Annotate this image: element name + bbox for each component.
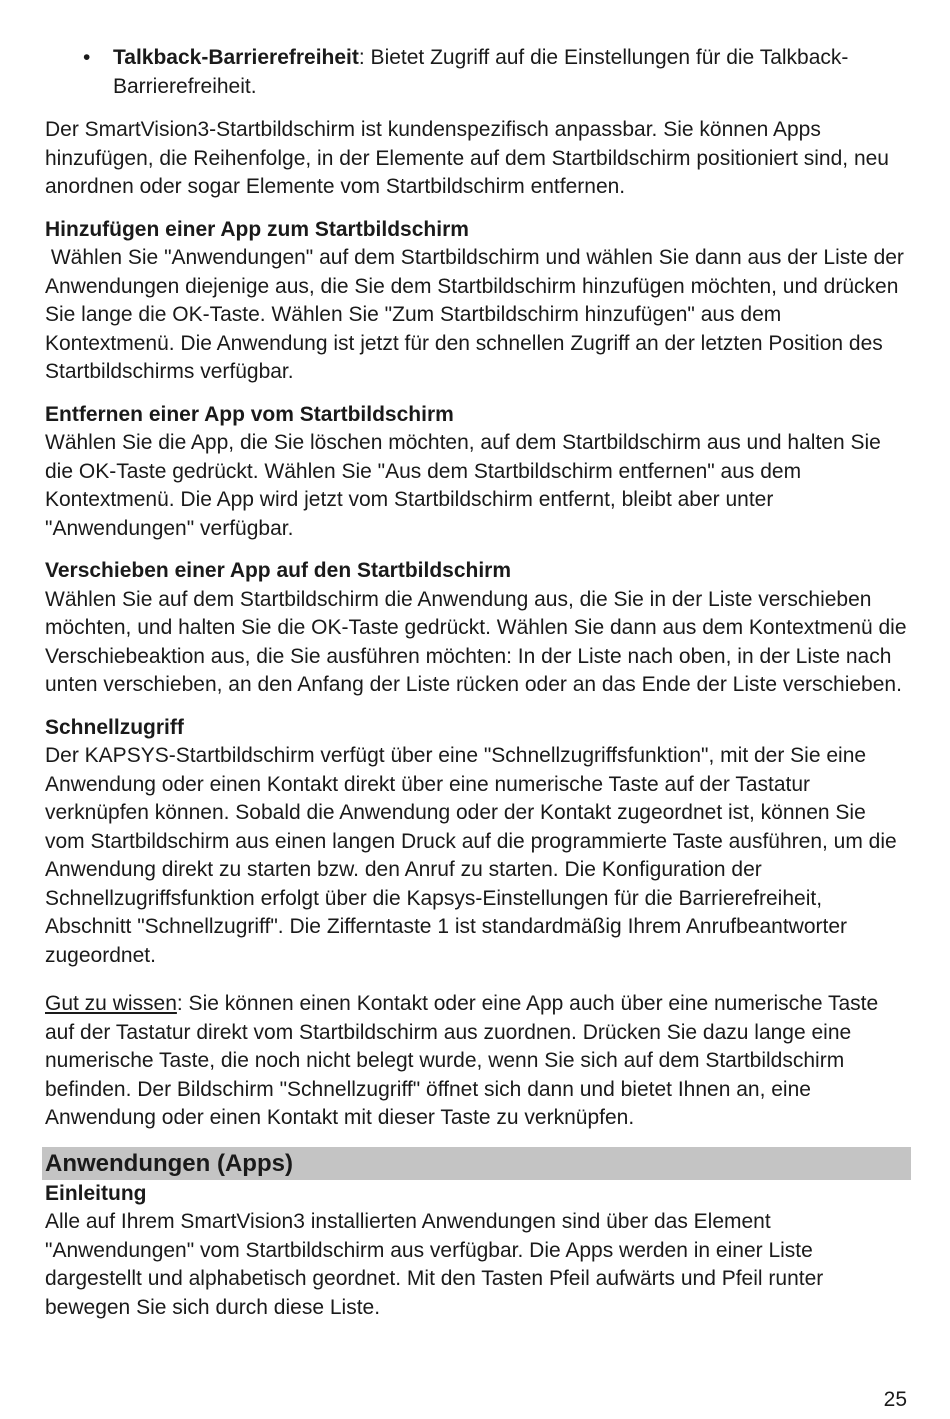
bullet-term: Talkback-Barrierefreiheit [113, 46, 359, 69]
document-page [45, 44, 911, 1322]
good-to-know-note [45, 990, 911, 1133]
section-title: Hinzufügen einer App zum Startbildschirm [45, 217, 469, 241]
section-remove-app [45, 401, 911, 544]
chapter-heading: Anwendungen (Apps) [42, 1147, 911, 1180]
section-title: Entfernen einer App vom Startbildschirm [45, 402, 454, 426]
section-quick-access [45, 714, 911, 971]
page-number: 25 [883, 1388, 907, 1411]
chapter-subtitle: Einleitung [45, 1181, 147, 1205]
list-item [45, 44, 911, 101]
note-label: Gut zu wissen [45, 992, 177, 1015]
section-title: Verschieben einer App auf den Startbildschirm [45, 559, 512, 582]
section-move-app [45, 557, 911, 700]
note-text: : Sie können einen Kontakt oder eine App auch über eine numerische Taste auf der Tastatur direkt vom Startbildschirm aus zuordnen. Drücken Sie dazu lange eine numerische Taste, die noch nicht belegt wurde, wenn Sie sich auf dem Startbildschirm befinden. Der Bildschirm "Schnellzugriff" öffnet sich dann und bietet Ihnen an, eine Anwendung oder einen Kontakt mit dieser Taste zu verknüpfen. [45, 992, 879, 1129]
section-add-app [45, 216, 911, 387]
section-body: Wählen Sie "Anwendungen" auf dem Startbildschirm und wählen Sie dann aus der Liste der Anwendungen diejenige aus, die Sie dem Startbildschirm hinzufügen möchten, und drücken Sie lange die OK-Taste. Wählen Sie "Zum Startbildschirm hinzufügen" aus dem Kontextmenü. Die Anwendung ist jetzt für den schnellen Zugriff an der letzten Position des Startbildschirms verfügbar. [45, 246, 909, 383]
bullet-text: : Bietet Zugriff auf die Einstellungen für die Talkback-Barrierefreiheit. [113, 46, 849, 98]
section-body: Der KAPSYS-Startbildschirm verfügt über eine "Schnellzugriffsfunktion", mit der Sie eine Anwendung oder einen Kontakt direkt über eine numerische Taste auf der Tastatur verknüpfen können. Sobald die Anwendung oder der Kontakt zugeordnet ist, können Sie vom Startbildschirm aus einen langen Druck auf die programmierte Taste ausführen, um die Anwendung direkt zu starten bzw. den Anruf zu starten. Die Konfiguration der Schnellzugriffsfunktion erfolgt über die Kapsys-Einstellungen für die Barrierefreiheit, Abschnitt "Schnellzugriff". Die Zifferntaste 1 ist standardmäßig Ihrem Anrufbeantworter zugeordnet. [45, 744, 897, 967]
bullet-icon: • [83, 46, 91, 69]
intro-paragraph: Der SmartVision3-Startbildschirm ist kundenspezifisch anpassbar. Sie können Apps hinzufügen, die Reihenfolge, in der Elemente auf dem Startbildschirm positioniert sind, neu anordnen oder sogar Elemente vom Startbildschirm entfernen. [45, 118, 889, 198]
section-body: Wählen Sie auf dem Startbildschirm die Anwendung aus, die Sie in der Liste verschieben möchten, und halten Sie die OK-Taste gedrückt. Wählen Sie dann aus dem Kontextmenü die Verschiebeaktion aus, die Sie ausführen möchten: In der Liste nach oben, in der Liste nach unten verschieben, an den Anfang der Liste rücken oder an das Ende der Liste verschieben. [45, 587, 907, 696]
bullet-list [45, 44, 911, 101]
section-title: Schnellzugriff [45, 715, 184, 739]
section-body: Wählen Sie die App, die Sie löschen möchten, auf dem Startbildschirm aus und halten Sie die OK-Taste gedrückt. Wählen Sie "Aus dem Startbildschirm entfernen" aus dem Kontextmenü. Die App wird jetzt vom Startbildschirm entfernt, bleibt aber unter "Anwendungen" verfügbar. [45, 431, 881, 540]
chapter-body: Alle auf Ihrem SmartVision3 installierten Anwendungen sind über das Element "Anwendungen" vom Startbildschirm aus verfügbar. Die Apps werden in einer Liste dargestellt und alphabetisch geordnet. Mit den Tasten Pfeil aufwärts und Pfeil runter bewegen Sie sich durch diese Liste. [45, 1210, 824, 1319]
